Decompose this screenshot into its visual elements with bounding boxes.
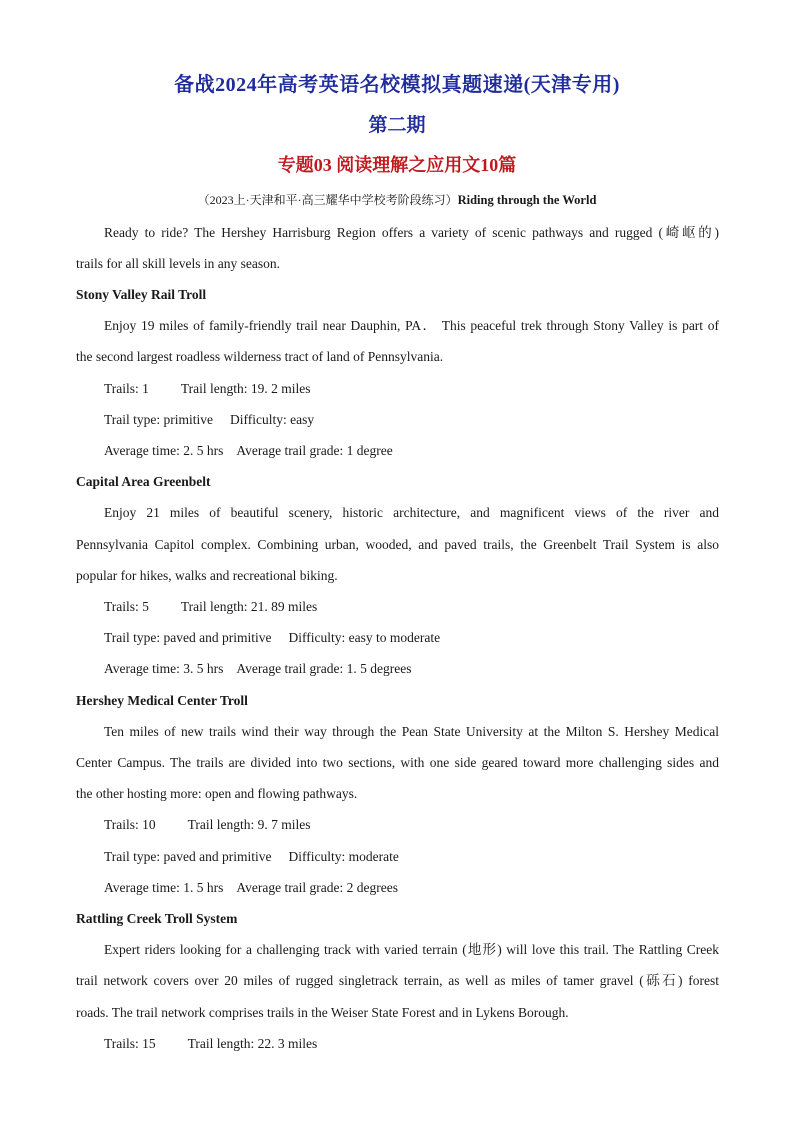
average-time: Average time: 1. 5 hrs	[104, 880, 224, 895]
trail-difficulty: Difficulty: easy to moderate	[288, 630, 441, 645]
trail-type-row	[76, 629, 719, 647]
trail-length: Trail length: 22. 3 miles	[187, 1036, 318, 1051]
average-grade: Average trail grade: 1. 5 degrees	[236, 661, 412, 676]
section-desc-line: roads. The trail network comprises trails in the Weiser State Forest and in Lykens Borough.	[76, 1005, 569, 1020]
trails-count: Trails: 5	[104, 599, 149, 614]
section-desc-line: Expert riders looking for a challenging track with varied terrain (地形) will love this trail. The Rattling Creek	[104, 942, 719, 957]
trail-type: Trail type: paved and primitive	[104, 630, 272, 645]
trail-difficulty: Difficulty: easy	[230, 412, 315, 427]
trail-stats-row	[76, 598, 719, 616]
average-time: Average time: 2. 5 hrs	[104, 443, 224, 458]
topic-heading: 专题03 阅读理解之应用文10篇	[277, 155, 517, 175]
section-desc-line: the other hosting more: open and flowing pathways.	[76, 786, 358, 801]
trail-length: Trail length: 9. 7 miles	[187, 817, 311, 832]
average-grade: Average trail grade: 1 degree	[236, 443, 393, 458]
section-desc-line: popular for hikes, walks and recreational biking.	[76, 568, 338, 583]
intro-line-2: trails for all skill levels in any season.	[76, 256, 280, 271]
trail-time-row	[76, 879, 719, 897]
trails-count: Trails: 10	[104, 817, 156, 832]
average-time: Average time: 3. 5 hrs	[104, 661, 224, 676]
trail-type: Trail type: paved and primitive	[104, 849, 272, 864]
issue-label: 第二期	[368, 115, 426, 136]
section-desc-line: Ten miles of new trails wind their way through the Pean State University at the Milton S. Hershey Medical	[104, 724, 719, 739]
section-desc-line: Center Campus. The trails are divided into two sections, with one side geared toward more challenging sides and	[76, 755, 719, 770]
intro-line-1: Ready to ride? The Hershey Harrisburg Region offers a variety of scenic pathways and rugged (崎岖的)	[104, 225, 719, 240]
section-desc-line: trail network covers over 20 miles of rugged singletrack terrain, as well as miles of tamer gravel (砾石) forest	[76, 973, 719, 988]
trail-stats-row	[76, 380, 719, 398]
section-heading: Capital Area Greenbelt	[76, 474, 211, 489]
section-heading: Hershey Medical Center Troll	[76, 693, 248, 708]
trail-type: Trail type: primitive	[104, 412, 213, 427]
trail-stats-row	[76, 1035, 719, 1053]
section-heading: Stony Valley Rail Troll	[76, 287, 207, 302]
section-desc-line: Enjoy 19 miles of family-friendly trail near Dauphin, PA． This peaceful trek through Stony Valley is part of	[104, 318, 719, 333]
source-line	[0, 191, 794, 208]
trail-time-row	[76, 442, 719, 460]
section-desc-line: Pennsylvania Capitol complex. Combining urban, wooded, and paved trails, the Greenbelt Trail System is also	[76, 537, 719, 552]
passage-title: Riding through the World	[457, 193, 597, 207]
section-desc-line: the second largest roadless wilderness tract of land of Pennsylvania.	[76, 349, 444, 364]
trail-length: Trail length: 19. 2 miles	[180, 381, 311, 396]
trail-type-row	[76, 848, 719, 866]
trail-difficulty: Difficulty: moderate	[288, 849, 399, 864]
average-grade: Average trail grade: 2 degrees	[236, 880, 399, 895]
source-citation: （2023上·天津和平·高三耀华中学校考阶段练习）	[197, 193, 458, 207]
trails-count: Trails: 15	[104, 1036, 156, 1051]
trail-type-row	[76, 411, 719, 429]
trail-length: Trail length: 21. 89 miles	[180, 599, 318, 614]
trail-stats-row	[76, 816, 719, 834]
section-desc-line: Enjoy 21 miles of beautiful scenery, historic architecture, and magnificent views of the river and	[104, 505, 719, 520]
document-title: 备战2024年高考英语名校模拟真题速递(天津专用)	[174, 74, 620, 96]
section-heading: Rattling Creek Troll System	[76, 911, 238, 926]
trail-time-row	[76, 660, 719, 678]
trails-count: Trails: 1	[104, 381, 149, 396]
